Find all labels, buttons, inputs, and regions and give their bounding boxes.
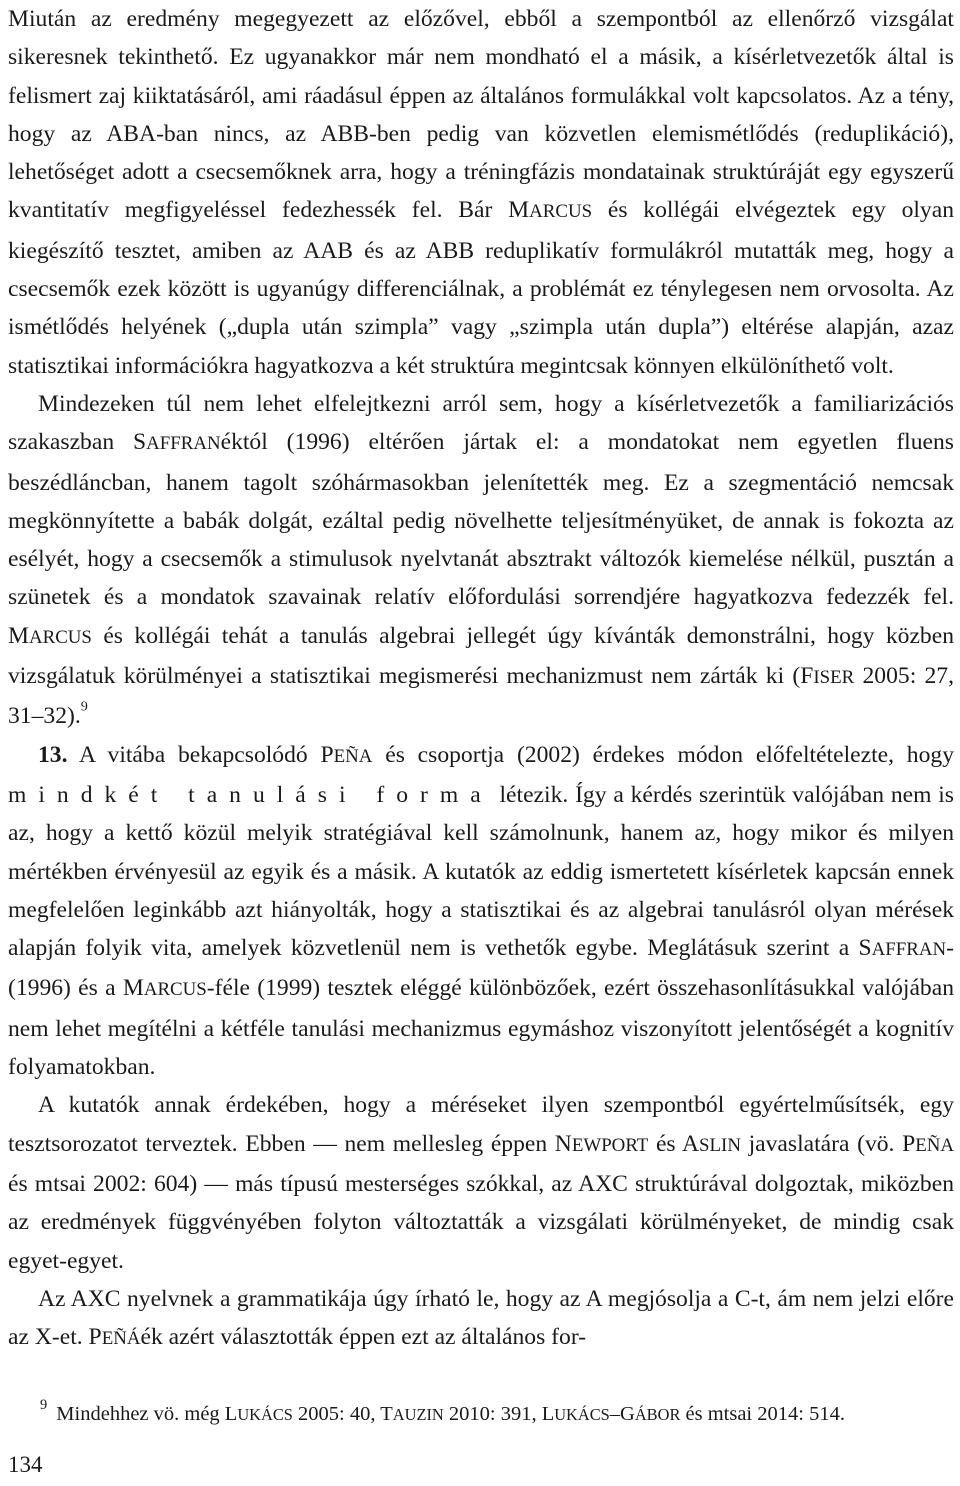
page-number: 134 — [8, 1452, 43, 1477]
page-body — [8, 0, 954, 1358]
footnote-reference[interactable]: 9 — [80, 698, 88, 715]
paragraph-5: Az AXC nyelvnek a grammatikája úgy írható le, hogy az A megjósolja a C-t, ám nem jelzi előre az X-et. PEÑÁék azért választották éppen ezt az általános for- — [8, 1285, 954, 1351]
section-number: 13. — [38, 741, 68, 768]
footnote: $^9$ Mindehhez vö. még LUKÁCS 2005: 40, TAUZIN 2010: 391, LUKÁCS–GÁBOR és mtsai 2014: 514. — [40, 1396, 845, 1425]
paragraph-2: Mindezeken túl nem lehet elfelejtkezni arról sem, hogy a kísérletvezetők a familiarizációs szakaszban SAFFRANéktól (1996) eltérően jártak el: a mondatokat nem egyetlen fluens beszédláncban, hanem tagolt szóhármasokban jelenítették meg. Ez a szegmentáció nemcsak megkönnyítette a babák dolgát, ezáltal pedig növelhette teljesítményüket, de annak is fokozta az esélyét, hogy a csecsemők a stimulusok nyelvtanát absztrakt változók kiemelése nélkül, pusztán a szünetek és a mondatok szavainak relatív előfordulási sorrendjére hagyatkozva fedezzék fel. MARCUS és kollégái tehát a tanulás algebrai jellegét úgy kívánták demonstrálni, hogy közben vizsgálatuk körülményei a statisztikai megismerési mechanizmust nem zárták ki (FISER 2005: 27, 31–32).$^9$ — [8, 390, 954, 730]
paragraph-3: 13. A vitába bekapcsolódó PEÑA és csoportja (2002) érdekes módon előfeltételezte, hogy mindkét tanulási forma létezik. Így a kérdés szerintük valójában nem is az, hogy a kettő közül melyik stratégiával kell számolnunk, hanem az, hogy mikor és milyen mértékben érvényesül az egyik és a másik. A kutatók az eddig ismertetett kísérletek kapcsán ennek megfelelően leginkább azt hiányolták, hogy a statisztikai és az algebrai tanulásról olyan mérések alapján folyik vita, amelyek közvetlenül nem is vethetők egybe. Meglátásuk szerint a SAFFRAN- (1996) és a MARCUS-féle (1999) tesztek eléggé különbözőek, ezért összehasonlításukkal valójában nem lehet megítélni a kétféle tanulási mechanizmus egymáshoz viszonyított jelentőségét a kognitív folyamatokban. — [8, 741, 954, 1081]
footnote-number: 9 — [40, 1396, 48, 1413]
paragraph-1: Miután az eredmény megegyezett az előzővel, ebből a szempontból az ellenőrző vizsgálat sikeresnek tekinthető. Ez ugyanakkor már nem mondható el a másik, a kísérletvezetők által is felismert zaj kiiktatásáról, ami ráadásul éppen az általános formulákkal volt kapcsolatos. Az a tény, hogy az ABA-ban nincs, az ABB-ben pedig van közvetlen elemismétlődés (reduplikáció), lehetőséget adott a csecsemőknek arra, hogy a tréningfázis mondatainak struktúráját egy egyszerű kvantitatív megfigyeléssel fedezhessék fel. Bár MARCUS és kollégái elvégeztek egy olyan kiegészítő tesztet, amiben az AAB és az ABB reduplikatív formulákról mutatták meg, hogy a csecsemők ezek között is ugyanúgy differenciálnak, a problémát ez ténylegesen nem orvosolta. Az ismétlődés helyének („dupla után szimpla” vagy „szimpla után dupla”) eltérése alapján, azaz statisztikai információkra hagyatkozva a két struktúra megintcsak könnyen elkülöníthető volt. — [8, 6, 954, 379]
emphasized-phrase: mindkét tanulási forma — [8, 781, 493, 808]
paragraph-4: A kutatók annak érdekében, hogy a méréseket ilyen szempontból egyértelműsítsék, egy tesztsorozatot terveztek. Ebben — nem mellesleg éppen NEWPORT és ASLIN javaslatára (vö. PEÑA és mtsai 2002: 604) — más típusú mesterséges szókkal, az AXC struktúrával dolgoztak, miközben az eredmények függvényében folyton változtatták a vizsgálati körülményeket, de mindig csak egyet-egyet. — [8, 1092, 955, 1274]
